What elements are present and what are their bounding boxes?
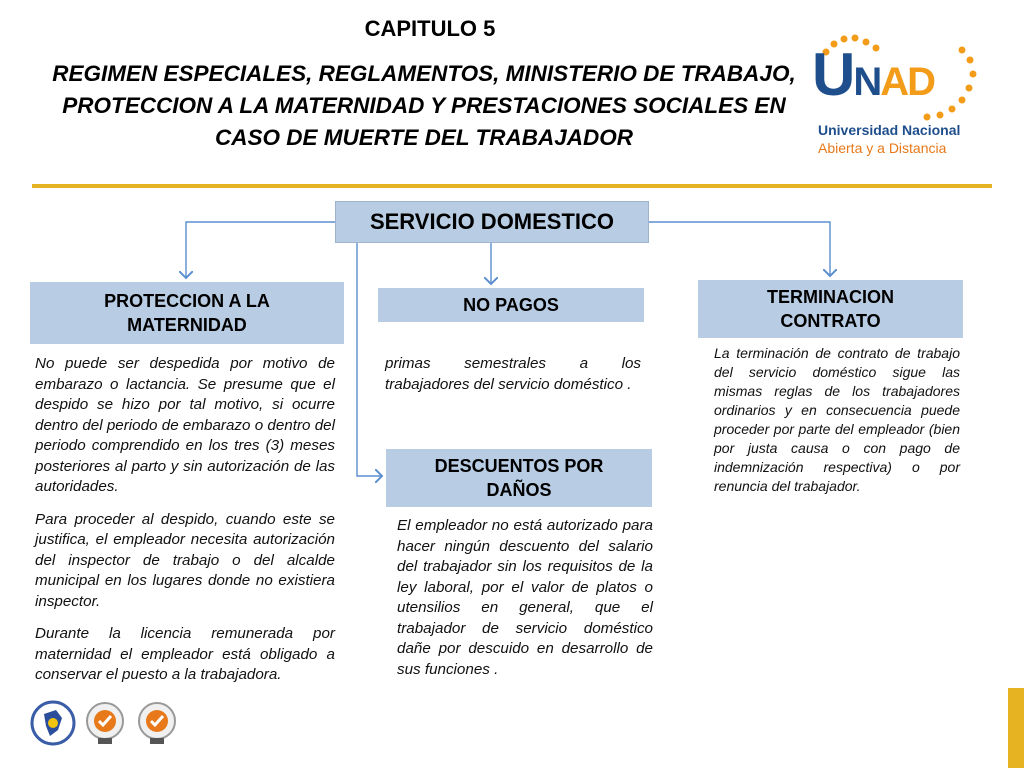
- descuentos-title-line-2: DAÑOS: [486, 480, 552, 500]
- logo-letter-u: U: [812, 41, 854, 108]
- terminacion-title-line-1: TERMINACION: [767, 287, 894, 307]
- colombia-seal-icon: [30, 700, 76, 746]
- node-terminacion-contrato: [698, 280, 963, 338]
- terminacion-description: La terminación de contrato de trabajo del servicio doméstico sigue las mismas reglas de los trabajadores ordinarios y en consecuencia puede proceder por parte del empleador (bien por justa causa o con pago de indemnización respectiva) o por renuncia del trabajador.: [714, 345, 960, 494]
- nopagos-description: primas semestrales a los trabajadores del servicio doméstico .: [385, 355, 641, 393]
- title-line-3: CASO DE MUERTE DEL TRABAJADOR: [215, 125, 633, 150]
- maternidad-title-line-2: MATERNIDAD: [127, 315, 247, 335]
- chapter-title: CAPITULO 5: [364, 16, 496, 41]
- logo-wordmark: [812, 40, 934, 109]
- maternidad-description: [35, 354, 335, 698]
- logo-letter-n: N: [853, 60, 881, 104]
- descuentos-description: El empleador no está autorizado para hacer ningún descuento del salario del trabajador sin los requisitos de la ley laboral, por el valor de platos o utensilios en general, que el trabajador de servicio doméstico dañe por descuido en desarrollo de sus funciones .: [397, 517, 653, 678]
- maternidad-paragraph-3: Durante la licencia remunerada por maternidad el empleador está obligado a conservar el puesto a la trabajadora.: [35, 625, 335, 683]
- unad-logo: [812, 30, 982, 160]
- connector-to-descuentos: [357, 243, 382, 476]
- node-descuentos-danos: [386, 449, 652, 507]
- logo-university-name: Universidad Nacional: [818, 122, 961, 138]
- connector-to-terminacion: [649, 222, 830, 276]
- logo-letters-ad: AD: [880, 60, 935, 104]
- corner-accent-bar: [1008, 688, 1024, 768]
- title-line-1: REGIMEN ESPECIALES, REGLAMENTOS, MINISTERIO DE TRABAJO,: [52, 61, 796, 86]
- descuentos-title-line-1: DESCUENTOS POR: [434, 456, 604, 476]
- node-proteccion-maternidad: [30, 282, 344, 344]
- maternidad-paragraph-1: No puede ser despedida por motivo de embarazo o lactancia. Se presume que el despido se hizo por tal motivo, si ocurre dentro del periodo de embarazo o dentro del periodo comprendido en los tres (3) meses posteriores al parto y sin autorización de las autoridades.: [35, 355, 335, 495]
- sgs-certification-icon-2: [134, 700, 180, 746]
- terminacion-title-line-2: CONTRATO: [780, 311, 881, 331]
- page-title: [28, 58, 820, 154]
- sgs-certification-icon: [82, 700, 128, 746]
- maternidad-paragraph-2: Para proceder al despido, cuando este se justifica, el empleador necesita autorización del inspector de trabajo o del alcalde municipal en los lugares donde no existiera inspector.: [35, 510, 335, 610]
- node-no-pagos: NO PAGOS: [378, 288, 644, 322]
- node-servicio-domestico: SERVICIO DOMESTICO: [335, 201, 649, 243]
- header-divider: [32, 184, 992, 188]
- connector-to-maternidad: [186, 222, 335, 278]
- title-line-2: PROTECCION A LA MATERNIDAD Y PRESTACIONES SOCIALES EN: [62, 93, 786, 118]
- maternidad-title-line-1: PROTECCION A LA: [104, 291, 270, 311]
- logo-university-subtitle: Abierta y a Distancia: [818, 140, 947, 156]
